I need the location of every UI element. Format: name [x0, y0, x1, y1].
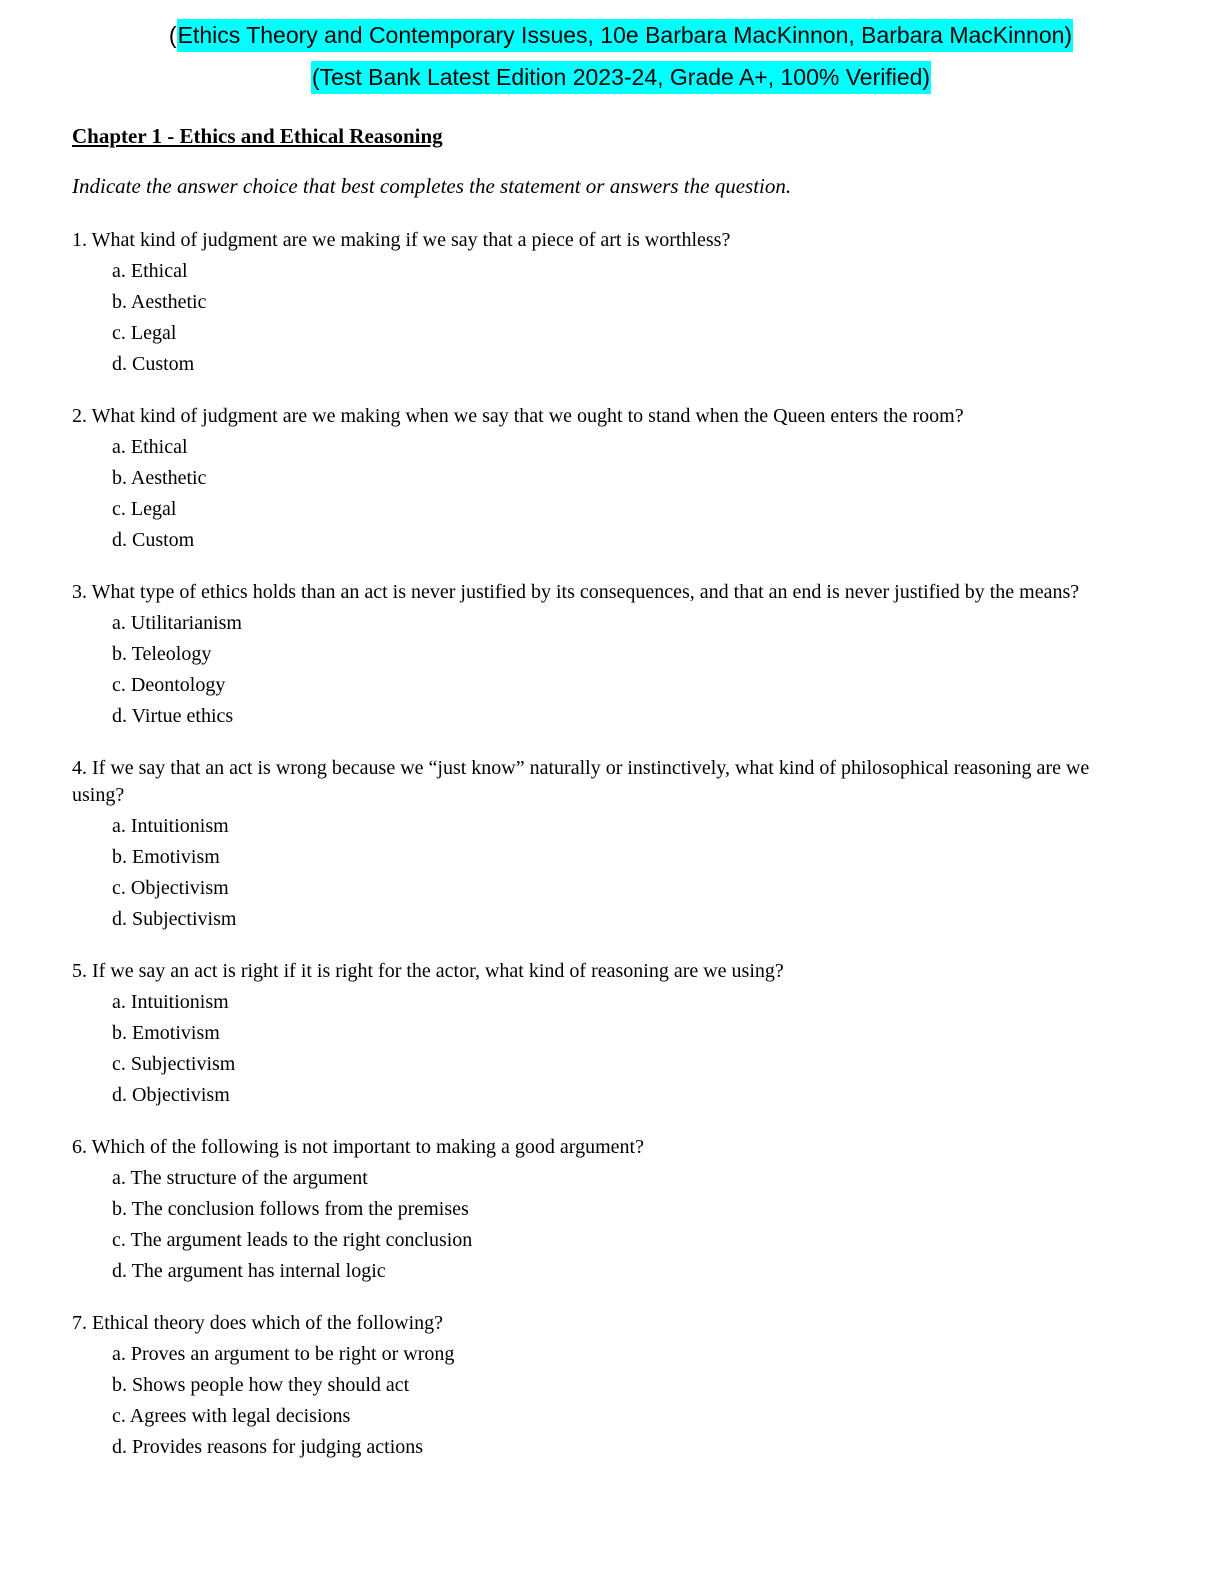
question-number: 1. — [72, 229, 87, 251]
option-text: Emotivism — [132, 846, 220, 868]
option-letter: b. — [112, 1374, 127, 1396]
option-d — [112, 351, 1136, 378]
option-letter: b. — [112, 467, 127, 489]
option-b — [112, 641, 1136, 668]
option-text: Custom — [132, 529, 195, 551]
option-c — [112, 1403, 1136, 1430]
option-a — [112, 258, 1136, 285]
question-number: 4. — [72, 757, 87, 779]
options-list — [112, 1165, 1136, 1285]
option-a — [112, 989, 1136, 1016]
option-letter: a. — [112, 1343, 126, 1365]
question-text — [72, 227, 1136, 254]
option-text: Teleology — [131, 643, 212, 665]
question-number: 7. — [72, 1312, 87, 1334]
header-line-2-highlight: (Test Bank Latest Edition 2023-24, Grade A+, 100% Verified) — [311, 61, 931, 94]
question-3 — [72, 579, 1136, 730]
question-text — [72, 755, 1136, 809]
option-b — [112, 844, 1136, 871]
option-b — [112, 289, 1136, 316]
option-letter: b. — [112, 1198, 127, 1220]
option-d — [112, 1434, 1136, 1461]
option-letter: d. — [112, 1436, 127, 1458]
option-d — [112, 906, 1136, 933]
option-text: Legal — [130, 322, 177, 344]
question-number: 3. — [72, 581, 87, 603]
option-letter: a. — [112, 436, 126, 458]
options-list — [112, 434, 1136, 554]
option-c — [112, 496, 1136, 523]
question-number: 6. — [72, 1136, 87, 1158]
option-letter: c. — [112, 674, 126, 696]
option-letter: b. — [112, 846, 127, 868]
option-text: Subjectivism — [130, 1053, 236, 1075]
option-c — [112, 1227, 1136, 1254]
option-d — [112, 1258, 1136, 1285]
question-body: What type of ethics holds than an act is never justified by its consequences, and that an end is never justified by the means? — [91, 581, 1080, 603]
question-text — [72, 1134, 1136, 1161]
option-letter: c. — [112, 1405, 126, 1427]
options-list — [112, 989, 1136, 1109]
option-letter: a. — [112, 815, 126, 837]
option-c — [112, 1051, 1136, 1078]
option-b — [112, 1196, 1136, 1223]
option-b — [112, 1372, 1136, 1399]
option-letter: b. — [112, 643, 127, 665]
question-text — [72, 1310, 1136, 1337]
option-text: Utilitarianism — [130, 612, 242, 634]
options-list — [112, 813, 1136, 933]
options-list — [112, 610, 1136, 730]
option-a — [112, 1341, 1136, 1368]
option-letter: d. — [112, 1260, 127, 1282]
header-line-1-prefix: ( — [168, 22, 177, 48]
option-text: Objectivism — [130, 877, 229, 899]
question-number: 2. — [72, 405, 87, 427]
option-text: Ethical — [130, 260, 188, 282]
option-text: The structure of the argument — [130, 1167, 368, 1189]
question-1 — [72, 227, 1136, 378]
header-line-2 — [90, 64, 1152, 91]
question-text — [72, 579, 1136, 606]
question-5 — [72, 958, 1136, 1109]
option-letter: d. — [112, 705, 127, 727]
question-body: If we say that an act is wrong because we “just know” naturally or instinctively, what kind of philosophical reasoning are we using? — [72, 757, 1090, 806]
option-text: Ethical — [130, 436, 188, 458]
question-body: If we say an act is right if it is right for the actor, what kind of reasoning are we using? — [92, 960, 784, 982]
question-number: 5. — [72, 960, 87, 982]
option-letter: c. — [112, 322, 126, 344]
option-text: Custom — [132, 353, 195, 375]
option-text: Intuitionism — [130, 991, 229, 1013]
option-text: The argument has internal logic — [131, 1260, 386, 1282]
options-list — [112, 1341, 1136, 1461]
option-letter: d. — [112, 1084, 127, 1106]
chapter-heading: Chapter 1 - Ethics and Ethical Reasoning — [72, 124, 443, 148]
header-line-1-highlight: Ethics Theory and Contemporary Issues, 10e Barbara MacKinnon, Barbara MacKinnon) — [177, 19, 1073, 52]
option-text: Legal — [130, 498, 177, 520]
question-list — [72, 227, 1136, 1461]
option-text: Aesthetic — [130, 291, 207, 313]
option-letter: b. — [112, 291, 127, 313]
question-4 — [72, 755, 1136, 933]
option-text: Emotivism — [132, 1022, 220, 1044]
option-text: Intuitionism — [130, 815, 229, 837]
option-letter: d. — [112, 908, 127, 930]
option-letter: c. — [112, 498, 126, 520]
option-text: Proves an argument to be right or wrong — [130, 1343, 455, 1365]
option-a — [112, 610, 1136, 637]
option-text: Objectivism — [132, 1084, 230, 1106]
option-text: The argument leads to the right conclusion — [130, 1229, 473, 1251]
option-a — [112, 434, 1136, 461]
question-7 — [72, 1310, 1136, 1461]
option-text: The conclusion follows from the premises — [131, 1198, 469, 1220]
header-line-1 — [90, 22, 1152, 49]
option-a — [112, 813, 1136, 840]
question-body: What kind of judgment are we making when we say that we ought to stand when the Queen enters the room? — [91, 405, 964, 427]
option-text: Deontology — [130, 674, 226, 696]
option-letter: c. — [112, 1053, 126, 1075]
question-body: What kind of judgment are we making if we say that a piece of art is worthless? — [91, 229, 731, 251]
option-letter: c. — [112, 877, 126, 899]
option-text: Subjectivism — [132, 908, 237, 930]
option-d — [112, 527, 1136, 554]
option-letter: b. — [112, 1022, 127, 1044]
option-c — [112, 672, 1136, 699]
option-c — [112, 320, 1136, 347]
option-text: Provides reasons for judging actions — [132, 1436, 424, 1458]
question-text — [72, 403, 1136, 430]
option-letter: d. — [112, 529, 127, 551]
option-d — [112, 703, 1136, 730]
option-b — [112, 465, 1136, 492]
option-text: Shows people how they should act — [132, 1374, 410, 1396]
option-c — [112, 875, 1136, 902]
question-2 — [72, 403, 1136, 554]
question-body: Ethical theory does which of the following? — [92, 1312, 444, 1334]
question-6 — [72, 1134, 1136, 1285]
option-b — [112, 1020, 1136, 1047]
option-letter: d. — [112, 353, 127, 375]
option-text: Aesthetic — [130, 467, 207, 489]
question-body: Which of the following is not important to making a good argument? — [91, 1136, 644, 1158]
option-letter: a. — [112, 1167, 126, 1189]
option-letter: a. — [112, 260, 126, 282]
option-text: Virtue ethics — [131, 705, 234, 727]
option-letter: a. — [112, 612, 126, 634]
option-letter: c. — [112, 1229, 126, 1251]
options-list — [112, 258, 1136, 378]
option-d — [112, 1082, 1136, 1109]
question-text — [72, 958, 1136, 985]
option-text: Agrees with legal decisions — [129, 1405, 351, 1427]
instruction-text: Indicate the answer choice that best completes the statement or answers the question. — [72, 174, 792, 198]
option-letter: a. — [112, 991, 126, 1013]
option-a — [112, 1165, 1136, 1192]
